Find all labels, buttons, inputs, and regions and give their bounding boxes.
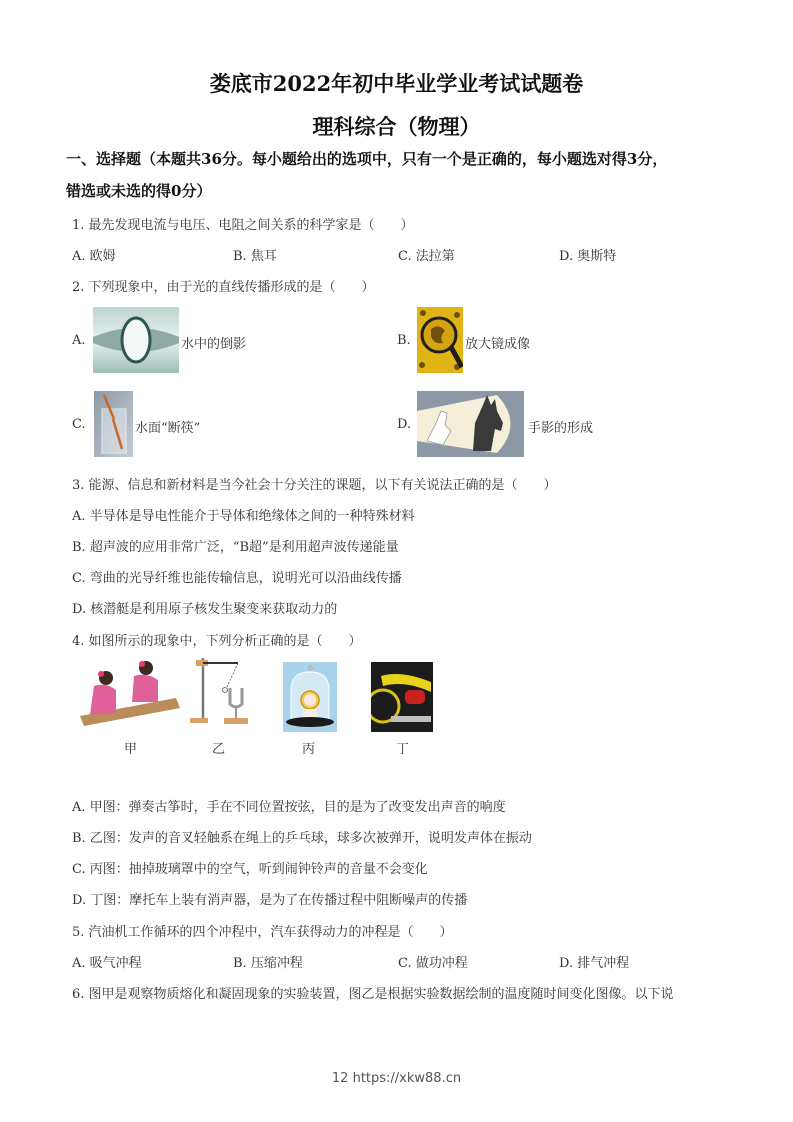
bridge-reflection-image xyxy=(93,307,179,373)
tuning-fork-image xyxy=(188,656,248,728)
question-3-stem: 3. 能源、信息和新材料是当今社会十分关注的课题，以下有关说法正确的是（ ） xyxy=(72,478,557,493)
hand-shadow-image xyxy=(417,391,524,457)
question-5-stem: 5. 汽油机工作循环的四个冲程中，汽车获得动力的冲程是（ ） xyxy=(72,925,453,940)
question-6-stem: 6. 图甲是观察物质熔化和凝固现象的实验装置，图乙是根据实验数据绘制的温度随时间变化图像。以下说 xyxy=(72,987,674,1002)
question-4-stem: 4. 如图所示的现象中，下列分析正确的是（ ） xyxy=(72,634,362,649)
question-5-option-a: A. 吸气冲程 xyxy=(72,956,142,971)
question-2-option-d-letter: D. xyxy=(397,417,412,432)
page-footer: 12 https://xkw88.cn xyxy=(331,1071,462,1086)
question-4-option-c: C. 丙图：抽掉玻璃罩中的空气，听到闹钟铃声的音量不会变化 xyxy=(72,862,428,877)
question-4-option-d: D. 丁图：摩托车上装有消声器，是为了在传播过程中阻断噪声的传播 xyxy=(72,893,468,908)
question-5-option-c: C. 做功冲程 xyxy=(398,956,468,971)
question-2-option-a-caption: 水中的倒影 xyxy=(181,337,247,352)
question-1-option-b: B. 焦耳 xyxy=(233,249,277,264)
question-2-option-c-caption: 水面“断筷” xyxy=(135,421,201,436)
question-3-option-d: D. 核潜艇是利用原子核发生聚变来获取动力的 xyxy=(72,602,338,617)
page-subtitle: 理科综合（物理） xyxy=(312,114,481,139)
question-2-option-b-caption: 放大镜成像 xyxy=(465,337,531,352)
question-2-option-b-letter: B. xyxy=(397,333,411,348)
figure-label-bing: 丙 xyxy=(302,742,316,757)
question-1-option-c: C. 法拉第 xyxy=(398,249,455,264)
magnifier-image xyxy=(417,307,463,373)
bell-jar-image xyxy=(283,662,337,732)
section-heading-line1: 一、选择题（本题共36分。每小题给出的选项中，只有一个是正确的，每小题选对得3分， xyxy=(66,150,668,168)
question-3-option-c: C. 弯曲的光导纤维也能传输信息，说明光可以沿曲线传播 xyxy=(72,571,402,586)
question-2-option-a-letter: A. xyxy=(72,333,86,348)
figure-label-yi: 乙 xyxy=(212,742,226,757)
question-2-stem: 2. 下列现象中，由于光的直线传播形成的是（ ） xyxy=(72,280,375,295)
question-2-option-c-letter: C. xyxy=(72,417,86,432)
question-3-option-a: A. 半导体是导电性能介于导体和绝缘体之间的一种特殊材料 xyxy=(72,509,415,524)
figure-label-ding: 丁 xyxy=(396,742,410,757)
question-4-option-a: A. 甲图：弹奏古筝时，手在不同位置按弦，目的是为了改变发出声音的响度 xyxy=(72,800,506,815)
chopsticks-in-water-image xyxy=(94,391,133,457)
page-title: 娄底市2022年初中毕业学业考试试题卷 xyxy=(209,71,584,96)
question-1-option-a: A. 欧姆 xyxy=(72,249,116,264)
motorcycle-muffler-image xyxy=(371,662,433,732)
figure-label-jia: 甲 xyxy=(124,742,138,757)
guzheng-image xyxy=(76,656,182,728)
question-4-option-b: B. 乙图：发声的音叉轻触系在绳上的乒乓球，球多次被弹开，说明发声体在振动 xyxy=(72,831,532,846)
question-3-option-b: B. 超声波的应用非常广泛，“B超”是利用超声波传递能量 xyxy=(72,540,399,555)
question-1-option-d: D. 奥斯特 xyxy=(559,249,617,264)
question-5-option-b: B. 压缩冲程 xyxy=(233,956,303,971)
section-heading-line2: 错选或未选的得0分） xyxy=(66,182,212,200)
question-1-stem: 1. 最先发现电流与电压、电阻之间关系的科学家是（ ） xyxy=(72,218,414,233)
question-5-option-d: D. 排气冲程 xyxy=(559,956,630,971)
question-2-option-d-caption: 手影的形成 xyxy=(528,421,594,436)
